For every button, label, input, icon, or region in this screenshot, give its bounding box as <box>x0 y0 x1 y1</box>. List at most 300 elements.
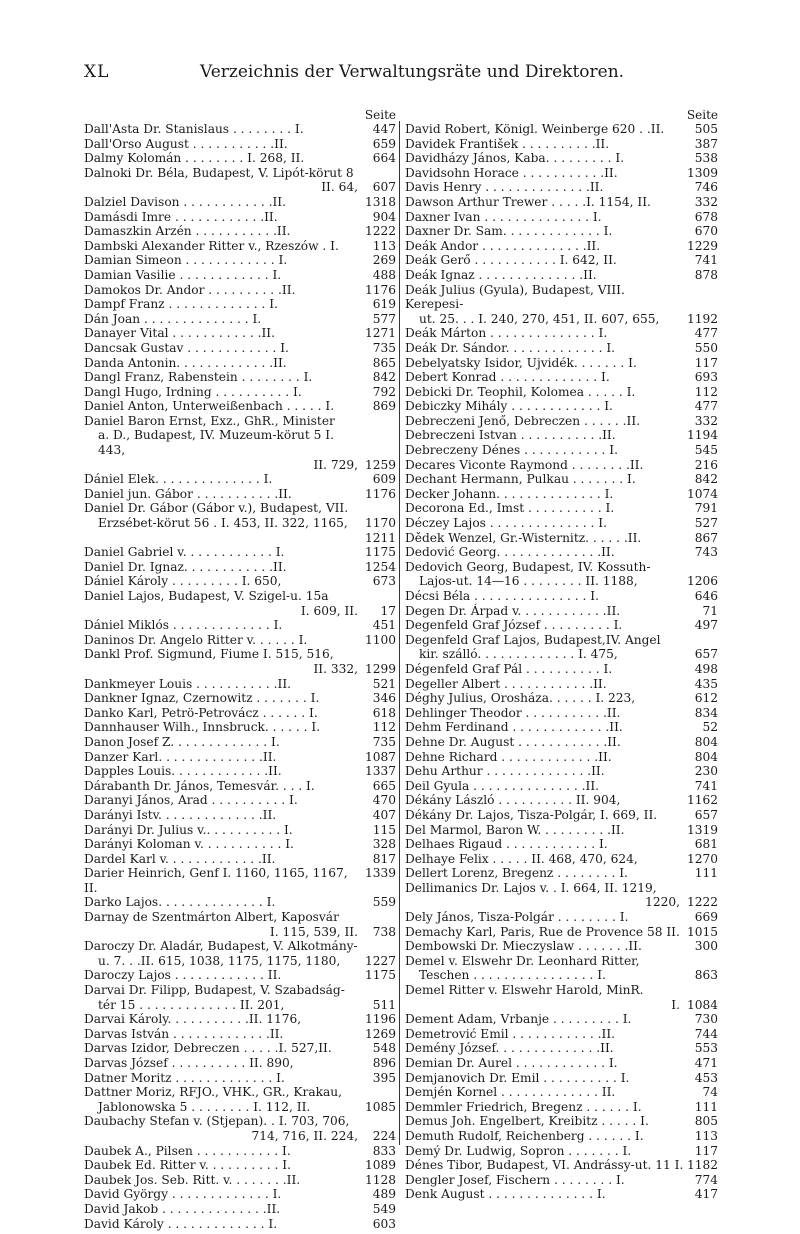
entry-text: u. 7. . .II. 615, 1038, 1175, 1175, 1180, <box>98 953 341 968</box>
entry-text: I. 115, 539, II. <box>269 924 358 939</box>
index-entry <box>405 370 718 385</box>
entry-page: 328 <box>372 837 396 852</box>
entry-page: 538 <box>694 151 718 166</box>
index-entry <box>84 866 396 895</box>
entry-page <box>362 1114 396 1129</box>
entry-text: Lajos-ut. 14—16 . . . . . . . . II. 1188, <box>419 574 638 589</box>
entry-page: 332 <box>694 413 718 428</box>
index-entry <box>405 589 718 604</box>
index-entry <box>84 1027 396 1042</box>
index-entry <box>84 253 396 268</box>
entry-text: Demus Joh. Engelbert, Kreibitz . . . . . I. <box>405 1114 649 1129</box>
entry-text: tér 15 . . . . . . . . . . . . . II. 201, <box>98 997 285 1012</box>
index-entry <box>84 1085 396 1100</box>
entry-text: Demetrović Emil . . . . . . . . . . . .II. <box>405 1026 616 1041</box>
index-entry <box>405 443 718 458</box>
index-entry <box>84 604 396 619</box>
entry-text: a. D., Budapest, IV. Muzeum-körut 5 I. 443, <box>98 428 338 458</box>
entry-text <box>84 531 362 546</box>
entry-text: Dall'Orso August . . . . . . . . . . .II. <box>84 136 288 151</box>
entry-text: Daniel Dr. Gábor (Gábor v.), Budapest, VII. <box>84 501 349 516</box>
entry-text: Dement Adam, Vrbanje . . . . . . . . . I. <box>405 1012 632 1027</box>
entry-page: 115 <box>372 822 396 837</box>
entry-text: Daubek Ed. Ritter v. . . . . . . . . . I. <box>84 1158 291 1173</box>
index-entry <box>84 341 396 356</box>
entry-page <box>684 954 718 969</box>
entry-page: 805 <box>694 1114 718 1129</box>
entry-page: 1337 <box>364 764 396 779</box>
entry-text: Dégenfeld Graf Pál . . . . . . . . . . I. <box>405 661 613 676</box>
entry-page: 1254 <box>364 559 396 574</box>
index-entry <box>84 151 396 166</box>
entry-text: Demel v. Elswehr Dr. Leonhard Ritter, <box>405 953 640 968</box>
index-entry <box>84 137 396 152</box>
entry-page: 1271 <box>364 326 396 341</box>
index-entry <box>405 881 718 896</box>
entry-page: 548 <box>372 1041 396 1056</box>
entry-text: Décsi Béla . . . . . . . . . . . . . . . I. <box>405 589 599 603</box>
entry-page: 387 <box>694 136 718 151</box>
entry-text: Demjanovich Dr. Emil . . . . . . . . . . I. <box>405 1070 630 1085</box>
index-entry <box>405 764 718 779</box>
entry-text: kir. szálló. . . . . . . . . . . . . I. 475, <box>419 647 618 662</box>
index-entry <box>84 297 396 312</box>
entry-text: Debicki Dr. Teophil, Kolomea . . . . . I. <box>405 384 636 399</box>
entry-page: 269 <box>372 253 396 268</box>
entry-page: 1222 <box>686 895 718 910</box>
entry-text: Dankner Ignaz, Czernowitz . . . . . . . I. <box>84 691 320 706</box>
entry-page: 865 <box>372 355 396 370</box>
index-entry <box>84 122 396 137</box>
entry-page: 1085 <box>364 1099 396 1114</box>
entry-page: 673 <box>372 574 396 589</box>
index-entry <box>84 837 396 852</box>
entry-text: Daninos Dr. Angelo Ritter v. . . . . . I. <box>84 632 308 647</box>
index-entry <box>84 954 396 969</box>
index-entry <box>84 574 396 589</box>
index-entry <box>405 633 718 648</box>
entry-page: 609 <box>372 472 396 487</box>
entry-page <box>362 501 396 516</box>
entry-text: Dehu Arthur . . . . . . . . . . . . . .II. <box>405 764 605 779</box>
entry-page: 746 <box>694 180 718 195</box>
entry-page: 117 <box>694 355 718 370</box>
entry-page: 904 <box>372 209 396 224</box>
page-header <box>84 62 718 88</box>
index-entry <box>405 750 718 765</box>
entry-page: 1269 <box>364 1026 396 1041</box>
index-entry <box>405 852 718 867</box>
entry-page: 612 <box>694 691 718 706</box>
entry-text: Darvai Károly. . . . . . . . . . .II. 1176, <box>84 1012 302 1027</box>
entry-text: Déczey Lajos . . . . . . . . . . . . . . I. <box>405 516 607 531</box>
entry-page: 1339 <box>364 866 396 881</box>
entry-page: 477 <box>694 399 718 414</box>
entry-page: 471 <box>694 1056 718 1070</box>
entry-page: 117 <box>694 1143 718 1158</box>
entry-text: Debreczeny Dénes . . . . . . . . . . . I. <box>405 443 618 458</box>
index-entry <box>84 1187 396 1202</box>
index-entry <box>84 166 396 181</box>
entry-text: Debert Konrad . . . . . . . . . . . . . I. <box>405 370 610 385</box>
entry-text: Demachy Karl, Paris, Rue de Provence 58 II. <box>405 924 680 939</box>
entry-text: Dattner Moriz, RFJO., VHK., GR., Krakau, <box>84 1085 342 1100</box>
entry-page: 741 <box>694 778 718 793</box>
entry-page: 113 <box>694 1128 718 1143</box>
index-entry <box>405 283 718 312</box>
page-title: Verzeichnis der Verwaltungsräte und Direktoren. <box>200 62 625 82</box>
entry-text: 714, 716, II. 224, <box>251 1128 358 1143</box>
entry-page: 1128 <box>364 1172 396 1187</box>
entry-page <box>362 1085 396 1100</box>
index-entry <box>84 764 396 779</box>
index-entry <box>405 1129 718 1144</box>
index-entry <box>405 618 718 633</box>
entry-page: 112 <box>372 720 396 735</box>
entry-list <box>405 122 718 1202</box>
entry-page: 470 <box>372 793 396 808</box>
index-entry <box>84 531 396 546</box>
entry-page: 112 <box>694 384 718 399</box>
entry-text: Daroczy Dr. Aladár, Budapest, V. Alkotmány- <box>84 939 358 954</box>
entry-page: 681 <box>694 837 718 852</box>
entry-list <box>84 122 396 1231</box>
index-entry <box>405 808 718 823</box>
index-entry <box>84 662 396 677</box>
entry-text: Dannhauser Wilh., Innsbruck. . . . . . I. <box>84 720 321 735</box>
entry-page: 735 <box>372 340 396 355</box>
entry-text: Debreczeni Istvan . . . . . . . . . . .II. <box>405 428 616 443</box>
entry-page: 743 <box>694 545 718 560</box>
index-entry <box>405 823 718 838</box>
entry-page: 804 <box>694 749 718 764</box>
entry-text: Dehm Ferdinand . . . . . . . . . . . . .II. <box>405 720 623 735</box>
entry-text: Deák Ignaz . . . . . . . . . . . . . .II. <box>405 267 597 282</box>
index-entry <box>84 808 396 823</box>
index-entry <box>405 487 718 502</box>
entry-page: 1175 <box>364 545 396 560</box>
entry-page: 1229 <box>686 238 718 253</box>
entry-text: Dán Joan . . . . . . . . . . . . . . I. <box>84 311 262 326</box>
index-entry <box>405 210 718 225</box>
entry-text: Darvai Dr. Filipp, Budapest, V. Szabadság- <box>84 983 345 998</box>
entry-text: Dangl Franz, Rabenstein . . . . . . . . I. <box>84 370 313 385</box>
index-entry <box>84 779 396 794</box>
entry-page: 1176 <box>364 282 396 297</box>
index-entry <box>405 312 718 327</box>
index-entry <box>405 866 718 881</box>
entry-text: Dambski Alexander Ritter v., Rzeszów . I. <box>84 238 339 253</box>
entry-text: Dániel Elek. . . . . . . . . . . . . . I. <box>84 472 273 487</box>
entry-text: Delhaye Felix . . . . . II. 468, 470, 624, <box>405 851 638 866</box>
entry-page <box>362 910 396 925</box>
entry-text: Demuth Rudolf, Reichenberg . . . . . . I. <box>405 1128 644 1143</box>
index-entry <box>84 968 396 983</box>
index-entry <box>405 239 718 254</box>
entry-text: Dankmeyer Louis . . . . . . . . . . .II. <box>84 676 292 691</box>
entry-text: Danzer Karl. . . . . . . . . . . . . .II. <box>84 749 277 764</box>
index-entry <box>84 1114 396 1129</box>
entry-text: Darvas József . . . . . . . . . . II. 890, <box>84 1056 294 1070</box>
index-entry <box>405 910 718 925</box>
entry-page <box>362 589 396 604</box>
index-entry <box>405 706 718 721</box>
index-entry <box>405 1187 718 1202</box>
index-entry <box>405 151 718 166</box>
entry-text: Dániel Miklós . . . . . . . . . . . . . I. <box>84 618 283 633</box>
entry-text: Dawson Arthur Trewer . . . . .I. 1154, II. <box>405 194 651 209</box>
index-entry <box>84 1202 396 1217</box>
entry-text: David Jakob . . . . . . . . . . . . . .II. <box>84 1201 281 1216</box>
index-entry <box>405 531 718 546</box>
index-entry <box>405 268 718 283</box>
index-entry <box>84 560 396 575</box>
entry-text: Dangl Hugo, Irdning . . . . . . . . . . I. <box>84 384 302 399</box>
page-number: XL <box>84 62 110 82</box>
index-entry <box>84 618 396 633</box>
entry-text: Darvas Izidor, Debreczen . . . . .I. 527,II. <box>84 1041 332 1056</box>
entry-page: 1211 <box>364 530 396 545</box>
entry-text: David Robert, Königl. Weinberge 620 . .II. <box>405 122 665 136</box>
entry-text: Jablonowska 5 . . . . . . . . I. 112, II. <box>98 1099 311 1114</box>
entry-text: Deák Julius (Gyula), Budapest, VIII. Kerepesi- <box>405 282 629 312</box>
index-entry <box>84 823 396 838</box>
index-entry <box>84 895 396 910</box>
index-entry <box>405 1100 718 1115</box>
entry-page: 300 <box>694 939 718 954</box>
entry-text: Daniel Baron Ernst, Exz., GhR., Minister <box>84 413 335 428</box>
index-entry <box>405 1012 718 1027</box>
entry-page: 670 <box>694 224 718 239</box>
entry-text: Dardel Karl v. . . . . . . . . . . . .II. <box>84 851 276 866</box>
entry-page: 417 <box>694 1187 718 1202</box>
index-entry <box>405 983 718 998</box>
entry-text: Daniel Anton, Unterweißenbach . . . . . I. <box>84 399 335 414</box>
entry-text: Darko Lajos. . . . . . . . . . . . . . I. <box>84 895 276 910</box>
entry-text: Davis Henry . . . . . . . . . . . . . .II. <box>405 180 604 195</box>
entry-text: Dalnoki Dr. Béla, Budapest, V. Lipót-körut 8 <box>84 165 354 180</box>
entry-page: 111 <box>694 866 718 881</box>
index-entry <box>84 326 396 341</box>
entry-text: Dalziel Davison . . . . . . . . . . . .II. <box>84 194 286 209</box>
index-entry <box>84 224 396 239</box>
entry-page: 489 <box>372 1187 396 1202</box>
entry-page: 451 <box>372 618 396 633</box>
index-entry <box>84 195 396 210</box>
entry-page: 1182 <box>686 1158 718 1173</box>
entry-page <box>684 983 718 998</box>
entry-page: 1084 <box>686 997 718 1012</box>
index-entry <box>405 895 718 910</box>
entry-page: 1089 <box>364 1158 396 1173</box>
entry-text: Dénes Tibor, Budapest, VI. Andrássy-ut. 11 I. <box>405 1158 684 1173</box>
entry-text: Demény József. . . . . . . . . . . . . .II. <box>405 1041 614 1056</box>
index-entry <box>84 735 396 750</box>
entry-text: Damian Simeon . . . . . . . . . . . . I. <box>84 253 288 268</box>
index-entry <box>84 501 396 516</box>
entry-page: 550 <box>694 340 718 355</box>
entry-page: 498 <box>694 661 718 676</box>
entry-text: David Károly . . . . . . . . . . . . . I. <box>84 1216 278 1231</box>
index-entry <box>84 312 396 327</box>
index-entry <box>84 487 396 502</box>
entry-page: 1194 <box>686 428 718 443</box>
entry-text: Debreczeni Jenő, Debreczen . . . . . .II. <box>405 413 641 428</box>
entry-text: Danda Antonin. . . . . . . . . . . . .II. <box>84 355 287 370</box>
entry-text: Dembowski Dr. Mieczyslaw . . . . . . .II. <box>405 939 642 954</box>
entry-text: Daniel Lajos, Budapest, V. Szigel-u. 15a <box>84 589 329 603</box>
index-entry <box>84 1217 396 1232</box>
entry-page: 1196 <box>364 1012 396 1027</box>
entry-page <box>362 414 396 429</box>
entry-text: Denk August . . . . . . . . . . . . . . I. <box>405 1187 606 1202</box>
entry-text: Davidsohn Horace . . . . . . . . . . .II. <box>405 165 618 180</box>
index-entry <box>405 968 718 983</box>
entry-page: 619 <box>372 297 396 312</box>
index-entry <box>84 1129 396 1144</box>
index-entry <box>405 1027 718 1042</box>
index-entry <box>84 939 396 954</box>
entry-page: 1074 <box>686 486 718 501</box>
entry-text: Daniel Dr. Ignaz. . . . . . . . . . . .II. <box>84 559 287 574</box>
index-entry <box>405 545 718 560</box>
index-entry <box>405 735 718 750</box>
entry-page <box>362 983 396 998</box>
index-entry <box>405 560 718 575</box>
entry-text: Delhaes Rigaud . . . . . . . . . . . . I. <box>405 837 608 852</box>
entry-text: Degenfeld Graf József . . . . . . . . . I. <box>405 618 623 633</box>
entry-page: 669 <box>694 910 718 925</box>
entry-text: Deák Andor . . . . . . . . . . . . . .II. <box>405 238 601 253</box>
entry-text: Damásdi Imre . . . . . . . . . . . .II. <box>84 209 278 224</box>
entry-page <box>362 939 396 954</box>
index-entry <box>84 545 396 560</box>
entry-text: Darányi Istv. . . . . . . . . . . . . .II. <box>84 807 277 822</box>
index-entry <box>84 1158 396 1173</box>
entry-text: II. 332, <box>313 661 358 676</box>
index-entry <box>405 472 718 487</box>
entry-page: 657 <box>694 807 718 822</box>
entry-text: Déghy Julius, Orosháza. . . . . . I. 223, <box>405 691 636 706</box>
entry-page: 896 <box>372 1056 396 1070</box>
entry-text: Daubachy Stefan v. (Stjepan). . I. 703, 706, <box>84 1114 350 1129</box>
index-entry <box>405 253 718 268</box>
entry-text: Dellimanics Dr. Lajos v. . I. 664, II. 1219, <box>405 880 657 895</box>
index-entry <box>405 1071 718 1086</box>
index-entry <box>84 385 396 400</box>
entry-text: Darier Heinrich, Genf I. 1160, 1165, 1167, II. <box>84 866 352 895</box>
index-entry <box>84 516 396 531</box>
entry-text: Del Marmol, Baron W. . . . . . . . . .II. <box>405 822 625 837</box>
entry-text: Dechant Hermann, Pulkau . . . . . . . I. <box>405 472 636 487</box>
entry-text: Dely János, Tisza-Polgár . . . . . . . . I. <box>405 910 629 925</box>
entry-text: Demý Dr. Ludwig, Sopron . . . . . . . I. <box>405 1143 632 1158</box>
index-entry <box>84 677 396 692</box>
entry-text: Dellert Lorenz, Bregenz . . . . . . . . I. <box>405 866 628 881</box>
entry-page: 447 <box>372 122 396 136</box>
entry-page: 1318 <box>364 194 396 209</box>
entry-text: Deák Márton . . . . . . . . . . . . . . I. <box>405 326 608 341</box>
entry-page: 664 <box>372 151 396 166</box>
index-entry <box>405 1041 718 1056</box>
entry-page: 216 <box>694 457 718 472</box>
entry-text: Decares Viconte Raymond . . . . . . . .II. <box>405 457 644 472</box>
entry-text: Dékány László . . . . . . . . . . II. 904, <box>405 793 621 808</box>
entry-page: 52 <box>702 720 718 735</box>
entry-text: Demian Dr. Aurel . . . . . . . . . . . . I. <box>405 1056 618 1070</box>
entry-page: 1175 <box>364 968 396 983</box>
index-entry <box>84 983 396 998</box>
entry-text: Demmler Friedrich, Bregenz . . . . . . I. <box>405 1099 642 1114</box>
index-entry <box>84 910 396 925</box>
entry-text: Darányi Dr. Julius v.. . . . . . . . . . I. <box>84 822 293 837</box>
entry-text: Daxner Dr. Sam. . . . . . . . . . . . . I. <box>405 224 613 239</box>
entry-text: Daniel jun. Gábor . . . . . . . . . . .II. <box>84 486 292 501</box>
entry-page: 511 <box>372 997 396 1012</box>
seite-label: Seite <box>364 108 396 122</box>
entry-page: 1309 <box>686 165 718 180</box>
entry-page: 111 <box>694 1099 718 1114</box>
entry-page: 17 <box>380 603 396 618</box>
entry-text: Dehlinger Theodor . . . . . . . . . . .II. <box>405 705 621 720</box>
entry-text: Dárabanth Dr. János, Temesvár. . . . I. <box>84 778 315 793</box>
entry-page: 497 <box>694 618 718 633</box>
entry-text: Dengler Josef, Fischern . . . . . . . . I. <box>405 1172 625 1187</box>
entry-page: 1015 <box>686 924 718 939</box>
entry-page <box>362 428 396 457</box>
index-entry <box>405 1173 718 1188</box>
entry-page: 395 <box>372 1070 396 1085</box>
entry-text: Daxner Ivan . . . . . . . . . . . . . . I. <box>405 209 602 224</box>
entry-text: Daniel Gabriel v. . . . . . . . . . . . I. <box>84 545 285 560</box>
entry-page: 1162 <box>686 793 718 808</box>
index-entry <box>84 239 396 254</box>
entry-page: 553 <box>694 1041 718 1056</box>
entry-text: ut. 25. . . I. 240, 270, 451, II. 607, 655, <box>419 311 660 326</box>
entry-page: 834 <box>694 705 718 720</box>
index-entry <box>405 326 718 341</box>
entry-text: Daroczy Lajos . . . . . . . . . . . . II. <box>84 968 282 983</box>
entry-page: 1176 <box>364 486 396 501</box>
index-entry <box>84 399 396 414</box>
entry-text: Degenfeld Graf Lajos, Budapest,IV. Angel <box>405 632 661 647</box>
entry-text: Dalmy Kolomán . . . . . . . . I. 268, II. <box>84 151 305 166</box>
index-entry <box>405 166 718 181</box>
index-entry <box>405 939 718 954</box>
index-entry <box>84 210 396 225</box>
entry-text: Degen Dr. Árpad v. . . . . . . . . . . .II. <box>405 603 621 618</box>
entry-page: 74 <box>702 1085 718 1100</box>
entry-page: 230 <box>694 764 718 779</box>
entry-page <box>684 633 718 648</box>
entry-text: Daranyi János, Arad . . . . . . . . . . I. <box>84 793 298 808</box>
entry-text: Degeller Albert . . . . . . . . . . . .II. <box>405 676 607 691</box>
entry-page: 842 <box>372 370 396 385</box>
index-entry <box>405 1085 718 1100</box>
entry-text: Daubek Jos. Seb. Ritt. v. . . . . . . .II. <box>84 1172 301 1187</box>
index-entry <box>84 852 396 867</box>
index-column-left <box>84 108 396 1231</box>
entry-page: 878 <box>694 267 718 282</box>
index-entry <box>405 428 718 443</box>
entry-page: 1319 <box>686 822 718 837</box>
entry-page: 407 <box>372 807 396 822</box>
index-entry <box>405 195 718 210</box>
index-entry <box>84 428 396 457</box>
entry-page: 665 <box>372 778 396 793</box>
index-entry <box>405 1144 718 1159</box>
entry-page: 744 <box>694 1026 718 1041</box>
